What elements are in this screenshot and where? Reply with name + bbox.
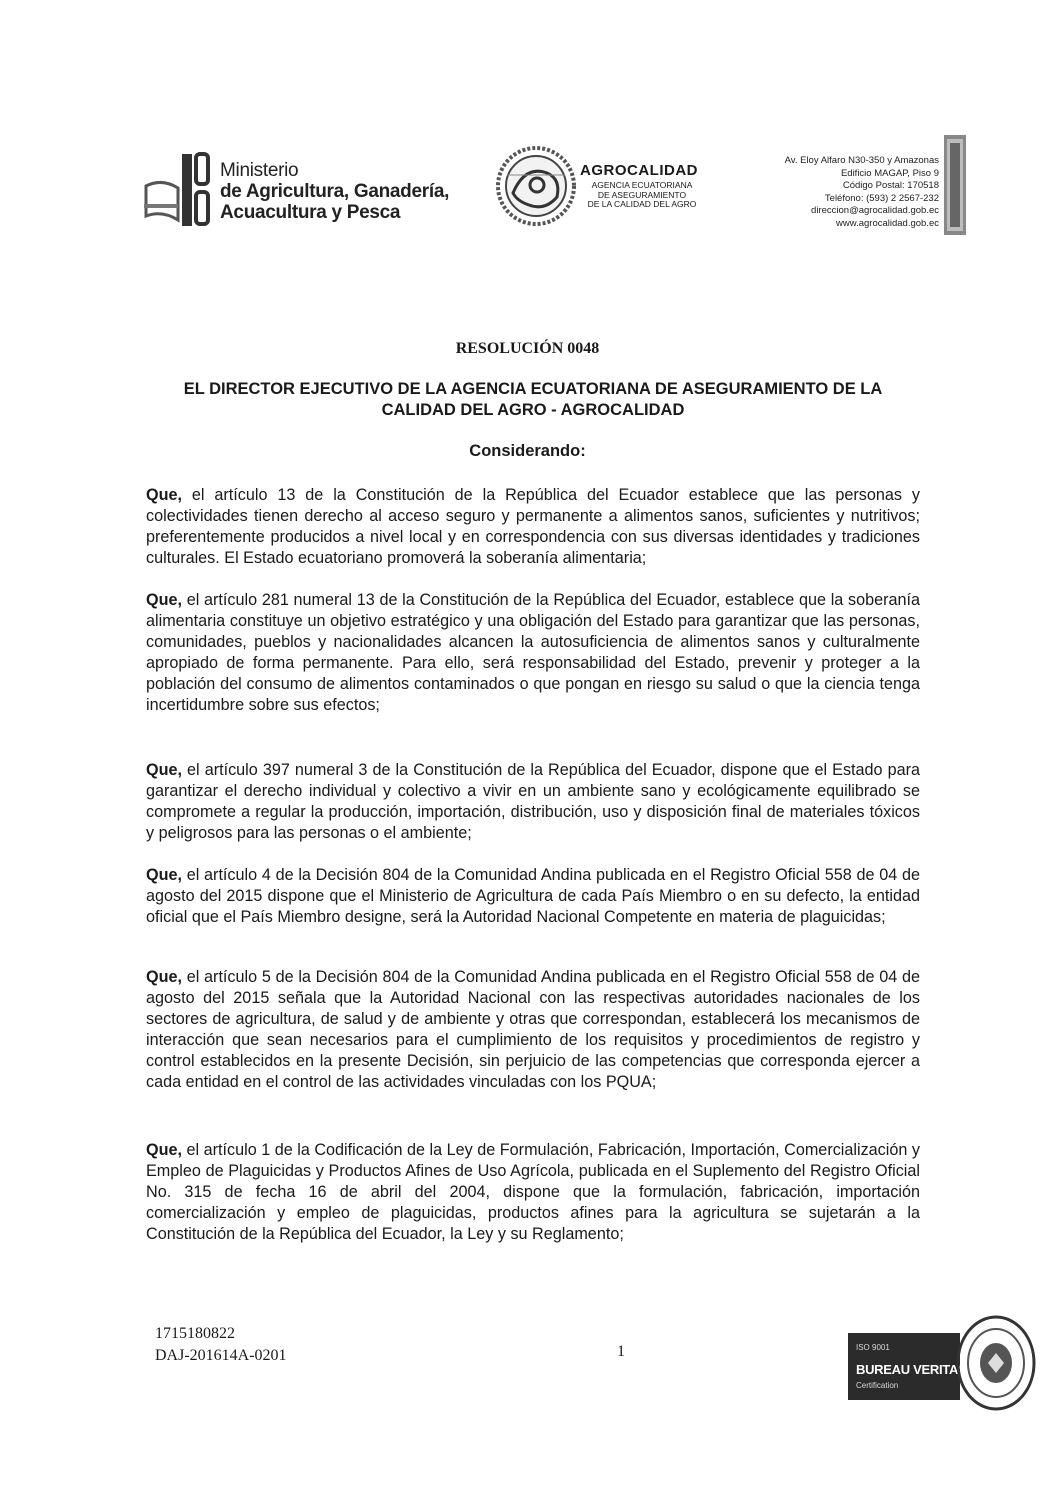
paragraph-6 — [146, 1140, 920, 1245]
ministry-line-3: Acuacultura y Pesca — [220, 202, 401, 223]
considerando-heading: Considerando: — [469, 442, 586, 460]
paragraph-text: el artículo 4 de la Decisión 804 de la Comunidad Andina publicada en el Registro Oficial 558 de 04 de agosto del 2015 dispone que el Ministerio de Agricultura de cada País Miembro o en su defecto, la entidad oficial que el País Miembro designe, será la Autoridad Nacional Competente en materia de plaguicidas; — [146, 866, 920, 926]
resolution-title: RESOLUCIÓN 0048 — [455, 340, 600, 357]
reference-id: 1715180822 — [155, 1325, 235, 1342]
agrocalidad-seal-icon — [495, 145, 577, 227]
paragraph-2 — [146, 590, 920, 716]
contact-info — [785, 155, 939, 231]
certification-name: BUREAU VERITAS — [856, 1362, 967, 1377]
paragraph-text: el artículo 13 de la Constitución de la República del Ecuador establece que las personas y colectividades tienen derecho al acceso seguro y permanente a alimentos sanos, suficientes y nutritivos; preferentemente producidos a nivel local y en correspondencia con sus diversas identidades y tradiciones culturales. El Estado ecuatoriano promoverá la soberanía alimentaria; — [146, 486, 920, 567]
agency-sub-3: DE LA CALIDAD DEL AGRO — [587, 199, 697, 209]
agency-sub-1: AGENCIA ECUATORIANA — [591, 180, 693, 190]
director-heading: EL DIRECTOR EJECUTIVO DE LA AGENCIA ECUATORIANA DE ASEGURAMIENTO DE LA CALIDAD DEL AGRO - AGROCALIDAD — [183, 380, 883, 419]
agency-name: AGROCALIDAD — [580, 162, 698, 179]
page-number: 1 — [617, 1343, 625, 1360]
agrocalidad-logo — [495, 145, 710, 230]
bureau-veritas-seal-icon — [955, 1313, 1037, 1413]
paragraph-text: el artículo 1 de la Codificación de la Ley de Formulación, Fabricación, Importación, Comercialización y Empleo de Plaguicidas y Productos Afines de Uso Agrícola, publicada en el Suplemento del Registro Oficial No. 315 de fecha 16 de abril del 2004, dispone que la formulación, fabricación, importación comercialización y empleo de plaguicidas, productos afines para la agricultura se sujetarán a la Constitución de la República del Ecuador, la Ley y su Reglamento; — [146, 1141, 920, 1243]
ministry-emblem-icon — [144, 150, 214, 230]
paragraph-3 — [146, 760, 920, 844]
que-label: Que, — [146, 591, 182, 609]
contact-email: direccion@agrocalidad.gob.ec — [811, 205, 939, 217]
contact-building: Edificio MAGAP, Piso 9 — [840, 167, 939, 179]
que-label: Que, — [146, 968, 182, 986]
agency-sub-2: DE ASEGURAMIENTO — [597, 189, 687, 200]
contact-postal: Código Postal: 170518 — [842, 180, 939, 192]
que-label: Que, — [146, 1141, 182, 1159]
contact-address: Av. Eloy Alfaro N30-350 y Amazonas — [784, 155, 939, 166]
document-reference — [155, 1323, 287, 1367]
contact-website: www.agrocalidad.gob.ec — [836, 217, 939, 229]
paragraph-text: el artículo 397 numeral 3 de la Constitución de la República del Ecuador, dispone que el Estado para garantizar el derecho individual y colectivo a vivir en un ambiente sano y ecológicamente equilibrado se compromete a regular la producción, importación, distribución, uso y disposición final de materiales tóxicos y peligrosos para las personas o el ambiente; — [146, 761, 921, 842]
que-label: Que, — [146, 761, 182, 779]
paragraph-5 — [146, 967, 920, 1093]
ministry-line-1: Ministerio — [220, 160, 299, 181]
paragraph-text: el artículo 5 de la Decisión 804 de la Comunidad Andina publicada en el Registro Oficial 558 de 04 de agosto del 2015 señala que la Autoridad Nacional con las respectivas autoridades nacionales de los sectores de agricultura, de salud y de ambiente y otras que correspondan, establecerá los mecanismos de interacción que sean necesarios para el cumplimiento de los requisitos y procedimientos de registro y control establecidos en la presente Decisión, sin perjuicio de las competencias que corresponda ejercer a cada entidad en el control de las actividades vinculadas con los PQUA; — [146, 968, 920, 1091]
paragraph-text: el artículo 281 numeral 13 de la Constitución de la República del Ecuador, establece que la soberanía alimentaria constituye un objetivo estratégico y una obligación del Estado para garantizar que las personas, comunidades, pueblos y nacionalidades alcancen la autosuficiencia de alimentos sanos y culturalmente apropiado de forma permanente. Para ello, será responsabilidad del Estado, prevenir y proteger a la población del consumo de alimentos contaminados o que pongan en riesgo su salud o que la ciencia tenga incertidumbre sobre sus efectos; — [146, 591, 921, 714]
reference-code: DAJ-201614A-0201 — [155, 1347, 287, 1364]
ministry-line-2: de Agricultura, Ganadería, — [220, 181, 450, 202]
contact-phone: Teléfono: (593) 2 2567-232 — [824, 192, 939, 204]
barcode-stamp-icon — [944, 135, 966, 235]
que-label: Que, — [146, 486, 182, 504]
que-label: Que, — [146, 866, 182, 884]
certification-iso: ISO 9001 — [856, 1343, 890, 1352]
paragraph-1 — [146, 485, 920, 569]
ministry-logo — [144, 150, 450, 230]
certification-sub: Certification — [856, 1381, 899, 1390]
paragraph-4 — [146, 865, 920, 928]
